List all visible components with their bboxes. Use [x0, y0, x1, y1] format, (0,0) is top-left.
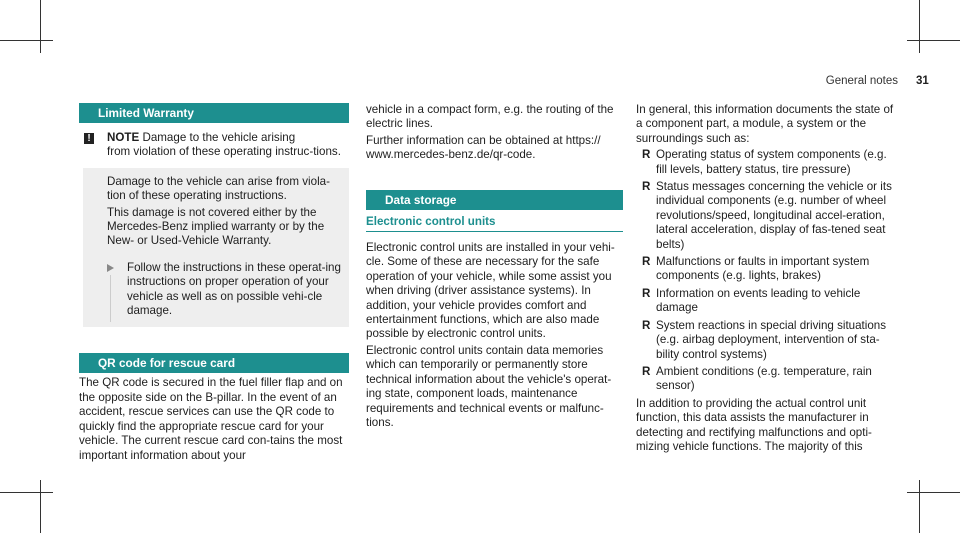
crop-mark [907, 492, 960, 493]
crop-mark [919, 0, 920, 53]
bullet-icon: R [642, 318, 651, 332]
bullet-list [636, 148, 899, 394]
note-text [107, 131, 349, 160]
further-info: Further information can be obtained at https:// www.mercedes-benz.de/qr-code. [366, 133, 601, 162]
note-detail-box [83, 168, 349, 328]
bullet-icon: R [642, 364, 651, 378]
crop-mark [40, 0, 41, 53]
note-text-line1: Damage to the vehicle arising [139, 131, 296, 144]
note-body2: This damage is not covered either by the Mercedes-Benz implied warranty or by the New- or Used-Vehicle Warranty. [107, 205, 325, 248]
bullet-icon: R [642, 148, 651, 162]
crop-mark [40, 480, 41, 533]
crop-mark [0, 40, 53, 41]
list-item: R Ambient conditions (e.g. temperature, rain sensor) [642, 364, 872, 393]
subhead-electronic-control-units: Electronic control units [366, 215, 623, 232]
action-step [103, 261, 343, 319]
middle-column [366, 103, 623, 430]
crop-mark [907, 40, 960, 41]
note-label: NOTE [107, 131, 140, 144]
crop-mark [919, 480, 920, 533]
bullet-icon: R [642, 255, 651, 269]
note-body: Damage to the vehicle can arise from viola-tion of these operating instructions. [107, 174, 330, 203]
outro-text: In addition to providing the actual control unit function, this data assists the manufacturer in detecting and rectifying malfunctions and opti-mizing vehicle functions. The majority of this [636, 396, 872, 453]
section-title-limited-warranty: Limited Warranty [79, 103, 349, 123]
page-header [0, 74, 960, 90]
left-column [79, 103, 349, 463]
list-item: R Information on events leading to vehicle damage [642, 286, 861, 315]
continued-text: vehicle in a compact form, e.g. the routing of the electric lines. [366, 103, 614, 131]
arrow-right-icon [107, 264, 114, 272]
header-title: General notes [825, 75, 898, 87]
qr-code-text: The QR code is secured in the fuel filler flap and on the opposite side on the B-pillar. In the event of an accident, rescue services can use the QR code to quickly find the appropriate rescue card for your vehicle. The current rescue card con-tains the most important information about your [79, 376, 343, 462]
intro-text: In general, this information documents the state of a component part, a module, a system or the surroundings such as: [636, 103, 894, 145]
right-column [636, 103, 899, 454]
list-item: R Malfunctions or faults in important system components (e.g. lights, brakes) [642, 255, 870, 283]
action-line [110, 275, 111, 323]
exclamation-icon: ! [84, 133, 94, 144]
list-item: R Operating status of system components (e.g. fill levels, battery status, tire pressure) [642, 148, 887, 176]
bullet-icon: R [642, 286, 651, 300]
note-text-rest: from violation of these operating instruc-tions. [107, 145, 341, 159]
note-box [79, 131, 349, 160]
ecu-paragraph-2: Electronic control units contain data memories which can temporarily or permanently store technical information about the vehicle's operat-ing state, component loads, maintenance requirements and technical events or malfunc-tions. [366, 343, 612, 429]
list-item: R System reactions in special driving situations (e.g. airbag deployment, intervention of sta-bility control systems) [642, 318, 887, 361]
action-text: Follow the instructions in these operat-ing instructions on proper operation of your vehicle as well as on possible vehi-cle damage. [127, 260, 341, 318]
section-title-data-storage: Data storage [366, 190, 623, 210]
ecu-paragraph-1: Electronic control units are installed in your vehi-cle. Some of these are necessary for the safe operation of your vehicle, while some assist you when driving (driver assistance systems). In addition, your vehicle provides comfort and entertainment functions, which are also made possible by electronic control units. [366, 241, 615, 341]
section-title-qr-code: QR code for rescue card [79, 353, 349, 373]
page-number: 31 [916, 75, 929, 87]
list-item: R Status messages concerning the vehicle or its individual components (e.g. number of wheel revolutions/speed, longitudinal accel-eration, lateral acceleration, display of fas-tened seat belts) [642, 180, 892, 251]
bullet-icon: R [642, 180, 651, 194]
crop-mark [0, 492, 53, 493]
